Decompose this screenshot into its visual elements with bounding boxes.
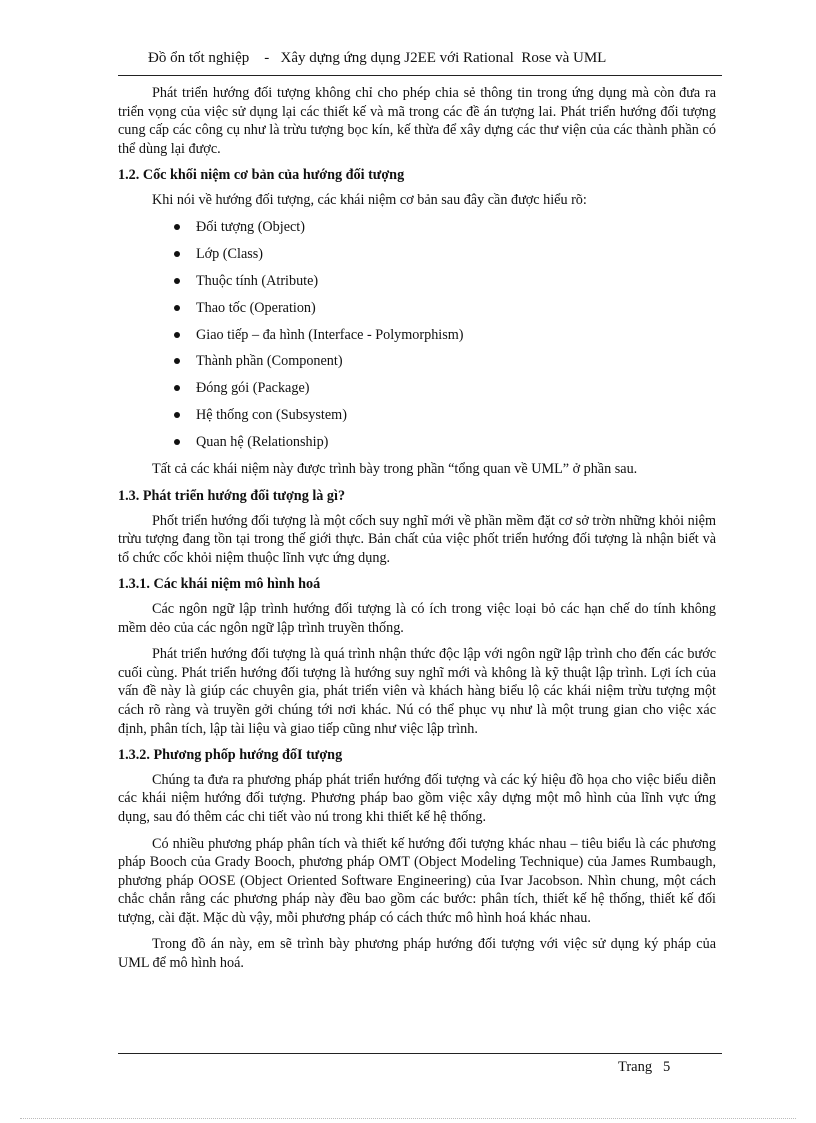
section-1-3-1-paragraph: Phát triển hướng đối tượng là quá trình nhận thức độc lập với ngôn ngữ lập trình cho đến các bước cuối cùng. Phát triển hướng đối tượng là hướng suy nghĩ mới và không là kỹ thuật lập trình. Lợi ích của vấn đề này là giúp các chuyên gia, phát triển viên và khách hàng biểu lộ các khái niệm trừu tượng một cách rõ ràng và truyền gởi chúng tới nơi khác. Nú có thể phục vụ như là một trung gian cho việc xác định, phân tích, lập tài liệu và giao tiếp cũng như việc lập trình. bbox=[118, 646, 716, 737]
list-item: Đóng gói (Package) bbox=[118, 379, 716, 398]
list-item: Lớp (Class) bbox=[118, 245, 716, 264]
section-1-3-2-paragraph: Có nhiều phương pháp phân tích và thiết kế hướng đối tượng khác nhau – tiêu biểu là các phương pháp Booch của Grady Booch, phương pháp OMT (Object Modeling Technique) của James Rumbaugh, phương pháp OOSE (Object Oriented Software Engineering) của Ivar Jacobson. Nhìn chung, một cách chắc chắn rằng các phương pháp này đều bao gồm các bước: phân tích, thiết kế hệ thống, thiết kế đối tượng, cài đặt. Mặc dù vậy, mỗi phương pháp có cách thức mô hình hoá khác nhau. bbox=[118, 835, 716, 926]
page-number: 5 bbox=[663, 1059, 671, 1075]
list-item: Thao tốc (Operation) bbox=[118, 299, 716, 318]
concept-list bbox=[118, 218, 716, 452]
section-heading-1-3-1: 1.3.1. Các khái niệm mô hình hoá bbox=[118, 576, 321, 593]
section-1-3-paragraph: Phốt triển hướng đối tượng là một cốch suy nghĩ mới về phần mềm đặt cơ sở trờn những khỏi niệm trừu tượng đang tồn tại trong thế giới thực. Bản chất của việc phốt triển hướng đối tượng là nhận biết và tổ chức cốc khỏi niệm thuộc lĩnh vực ứng dụng. bbox=[118, 512, 716, 566]
list-item: Quan hệ (Relationship) bbox=[118, 433, 716, 452]
page-label: Trang bbox=[618, 1059, 653, 1075]
header-divider bbox=[118, 75, 722, 76]
section-1-3-2-paragraph: Chúng ta đưa ra phương pháp phát triển hướng đối tượng và các ký hiệu đồ họa cho việc biểu diễn các khái niệm hướng đối tượng. Phương pháp bao gồm việc xây dựng một mô hình của lĩnh vực ứng dụng, sau đó thêm các chi tiết vào nú trong khi thiết kế hệ thống. bbox=[118, 771, 716, 825]
document-body bbox=[118, 84, 716, 981]
footer-divider bbox=[118, 1053, 722, 1054]
section-heading-1-3-2: 1.3.2. Phương phốp hướng đốI tượng bbox=[118, 747, 343, 764]
section-1-3-2-paragraph: Trong đồ án này, em sẽ trình bày phương pháp hướng đối tượng với việc sử dụng ký pháp của UML để mô hình hoá. bbox=[118, 936, 716, 972]
page-edge-divider bbox=[20, 1118, 796, 1119]
list-item: Giao tiếp – đa hình (Interface - Polymorphism) bbox=[118, 326, 716, 345]
list-item: Đối tượng (Object) bbox=[118, 218, 716, 237]
intro-paragraph: Phát triển hướng đối tượng không chỉ cho phép chia sẻ thông tin trong ứng dụng mà còn đưa ra triển vọng của việc sử dụng lại các thiết kế và mã trong các đề án tượng lai. Phát triển hướng đối tượng cung cấp các công cụ như là trừu tượng bọc kín, kế thừa để xây dựng các thư viện của các thành phần có thể dùng lại được. bbox=[118, 85, 716, 157]
list-item: Thuộc tính (Atribute) bbox=[118, 272, 716, 291]
page-header: Đồ ổn tốt nghiệp - Xây dựng ứng dụng J2EE với Rational Rose và UML bbox=[148, 50, 607, 66]
section-1-3-1-paragraph: Các ngôn ngữ lập trình hướng đối tượng là có ích trong việc loại bỏ các hạn chế do tính không mềm dẻo của các ngôn ngữ lập trình truyền thống. bbox=[118, 600, 716, 636]
section-heading-1-2: 1.2. Cốc khối niệm cơ bản của hướng đối tượng bbox=[118, 167, 405, 184]
section-1-2-lead: Khi nói về hướng đối tượng, các khái niệm cơ bản sau đây cần được hiểu rõ: bbox=[152, 191, 587, 208]
list-item: Thành phần (Component) bbox=[118, 352, 716, 371]
page-footer bbox=[618, 1059, 670, 1076]
section-heading-1-3: 1.3. Phát triển hướng đối tượng là gì? bbox=[118, 488, 346, 505]
list-item: Hệ thống con (Subsystem) bbox=[118, 406, 716, 425]
section-1-2-closing: Tất cả các khái niệm này được trình bày trong phần “tổng quan về UML” ở phần sau. bbox=[152, 461, 638, 478]
